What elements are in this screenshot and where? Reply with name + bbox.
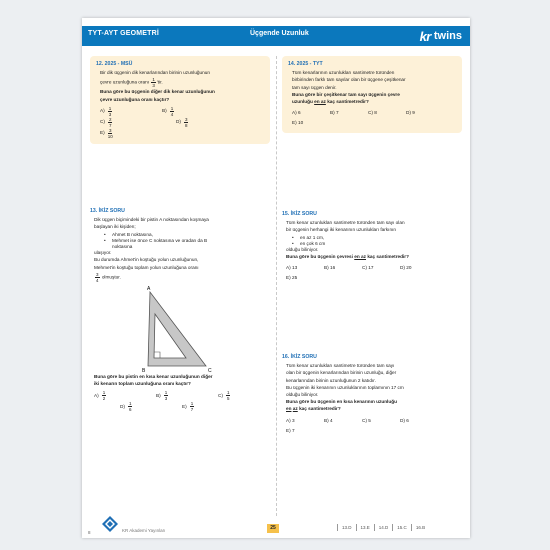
vertex-b-label: B — [142, 367, 146, 374]
answer-key-item: 14.D — [374, 524, 393, 531]
answer-options — [94, 390, 270, 412]
question-number: 12. — [96, 61, 104, 67]
question-prompt: Buna göre bu üçgenin çevresi en az kaç santimetredir? — [286, 254, 409, 260]
answer-key-item: 15.C — [392, 524, 411, 531]
header-bar — [82, 26, 470, 46]
option-c[interactable]: C) $\frac{1}{5}$ — [218, 390, 230, 402]
answer-options — [286, 263, 462, 283]
option-c[interactable]: C) 17 — [362, 265, 374, 271]
question-prompt: Buna göre bu üçgenin en kısa kenarının uzunluğu — [286, 399, 397, 405]
option-c[interactable]: C) 5 — [362, 417, 371, 423]
question-number: 13. — [90, 208, 98, 214]
option-a[interactable]: A) 3 — [286, 417, 295, 423]
column-divider — [276, 56, 277, 516]
page-number: 25 — [267, 524, 279, 533]
option-d[interactable]: D) 20 — [400, 265, 412, 271]
answer-key-item: 13.E — [356, 524, 374, 531]
option-d[interactable]: D) $\frac{3}{8}$ — [176, 116, 188, 128]
question-tag: İKİZ SORU — [290, 211, 317, 217]
answer-options — [100, 106, 264, 139]
option-d[interactable]: D) 9 — [406, 110, 415, 116]
answer-key-item: 13.D — [337, 524, 356, 531]
vertex-a-label: A — [147, 285, 151, 292]
question-prompt: Buna göre bu üçgenin diğer dik kenar uzunluğunun — [100, 89, 215, 95]
option-c[interactable]: C) $\frac{2}{7}$ — [100, 116, 112, 128]
question-text: Dik üçgen biçimindeki bir pistin A noktasından koşmaya — [94, 217, 209, 223]
option-e[interactable]: E) $\frac{1}{7}$ — [182, 401, 194, 413]
option-e[interactable]: E) 25 — [286, 275, 298, 281]
kr-footer-logo-icon — [102, 516, 118, 536]
question-text: Tüm kenar uzunlukları santimetre türünden tam sayı — [286, 363, 395, 369]
question-text: Tüm kenarlarının uzunlukları santimetre türünden — [292, 70, 395, 76]
option-d[interactable]: D) 6 — [400, 417, 409, 423]
topic-title: Üçgende Uzunluk — [250, 30, 309, 37]
option-e[interactable]: E) 10 — [292, 120, 304, 126]
track-triangle-figure — [128, 284, 228, 374]
option-e[interactable]: E) $\frac{3}{10}$ — [100, 127, 113, 139]
question-text: Bir dik üçgenin dik kenarlarından birinin uzunluğunun — [100, 70, 210, 76]
question-12: 12. 2025 - MSÜ Bir dik üçgenin dik kenarlarından birinin uzunluğunun çevre uzunluğuna oranı $\frac{1}{3}$ 'tir. Buna göre bu üçgenin diğer dik kenar uzunluğunun çevre uzunluğuna oranı kaçtır? A) $\frac{1}{3}$ B) $\frac{1}{4}$ C) $\frac{2}{7}$ D) $\frac{3}{8}$ E) $\frac{3}{10}$ — [90, 56, 270, 144]
publisher-name: KR Akademi Yayınları — [122, 528, 166, 533]
question-tag: 2025 - TYT — [296, 61, 323, 67]
answer-key-tabs — [337, 524, 429, 531]
answer-options — [292, 108, 456, 128]
option-d[interactable]: D) $\frac{1}{6}$ — [120, 401, 132, 413]
option-b[interactable]: B) $\frac{1}{4}$ — [162, 105, 174, 117]
option-a[interactable]: A) $\frac{1}{3}$ — [100, 105, 112, 117]
answer-options — [286, 416, 462, 436]
answer-key-item: 16.B — [411, 524, 429, 531]
question-tag: İKİZ SORU — [98, 208, 125, 214]
option-e[interactable]: E) 7 — [286, 427, 295, 433]
course-title: TYT-AYT GEOMETRİ — [88, 30, 160, 37]
option-b[interactable]: B) 16 — [324, 265, 336, 271]
option-c[interactable]: C) 8 — [368, 110, 377, 116]
option-a[interactable]: A) 13 — [286, 265, 298, 271]
question-text: Tüm kenar uzunlukları santimetre türünden tam sayı olan — [286, 220, 405, 226]
question-number: 16. — [282, 354, 290, 360]
question-16: 16. İKİZ SORU Tüm kenar uzunlukları santimetre türünden tam sayı olan bir üçgenin kenarlarından birinin uzunluğu, diğer kenarlarından birinin uzunluğunun 2 katıdır. Bu üçgenin iki kenarının uzunluklarının toplamının 17 cm olduğu biliniyor. Buna göre bu üçgenin en kısa kenarının uzunluğu en az kaç santimetredir? A) 3 B) 4 C) 5 D) 6 E) 7 — [282, 354, 462, 436]
question-14: 14. 2025 - TYT Tüm kenarlarının uzunlukları santimetre türünden birbirinden farklı tam sayılar olan bir üçgene çeşitkenar tam sayı üçgen denir. Buna göre bir çeşitkenar tam sayı üçgenin çevre uzunluğu en az kaç santimetredir? A) 6 B) 7 C) 8 D) 9 E) 10 — [282, 56, 462, 133]
option-a[interactable]: A) $\frac{1}{2}$ — [94, 390, 106, 402]
question-tag: İKİZ SORU — [290, 354, 317, 360]
option-b[interactable]: B) 7 — [330, 110, 339, 116]
option-b[interactable]: B) $\frac{1}{3}$ — [156, 390, 168, 402]
question-prompt: Buna göre bir çeşitkenar tam sayı üçgenin çevre — [292, 91, 400, 97]
question-13: 13. İKİZ SORU Dik üçgen biçimindeki bir pistin A noktasından koşmaya başlayan iki kişiden; • Ahmet B noktasına, • Mehmet ise önce C noktasına ve oradan da B noktasına ulaşıyor. Bu durumda Ahmet'in koştuğu yolun uzunluğunun, Mehmet'in koştuğu toplam yolun uzunluğuna oranı $\frac{3}{4}$ olmuştur. A B C Buna göre bu pistin en kısa kenar uzunluğunun diğer iki kenarın toplam uzunluğuna oranı kaçtır? A) $\frac{1}{2}$ B) $\frac{1}{3}$ C) $\frac{1}{5}$ D) $\frac{1}{6}$ E) $\frac{1}{7}$ — [90, 208, 270, 412]
question-15: 15. İKİZ SORU Tüm kenar uzunlukları santimetre türünden tam sayı olan bir üçgenin herhangi iki kenarının uzunlukları farkının • en az 1 cm, • en çok 6 cm olduğu biliniyor. Buna göre bu üçgenin çevresi en az kaç santimetredir? A) 13 B) 16 C) 17 D) 20 E) 25 — [282, 211, 462, 283]
krtwins-logo: kr twins — [419, 28, 462, 44]
worksheet-page — [82, 18, 470, 538]
question-prompt: Buna göre bu pistin en kısa kenar uzunluğunun diğer — [94, 373, 213, 379]
question-number: 14. — [288, 61, 296, 67]
question-number: 15. — [282, 211, 290, 217]
fraction: $\frac{1}{3}$ — [152, 77, 155, 89]
fraction: $\frac{3}{4}$ — [96, 271, 99, 283]
question-tag: 2025 - MSÜ — [104, 61, 133, 67]
vertex-c-label: C — [208, 367, 212, 374]
option-b[interactable]: B) 4 — [324, 417, 333, 423]
option-a[interactable]: A) 6 — [292, 110, 301, 116]
footer-left-number: 8 — [88, 530, 91, 535]
